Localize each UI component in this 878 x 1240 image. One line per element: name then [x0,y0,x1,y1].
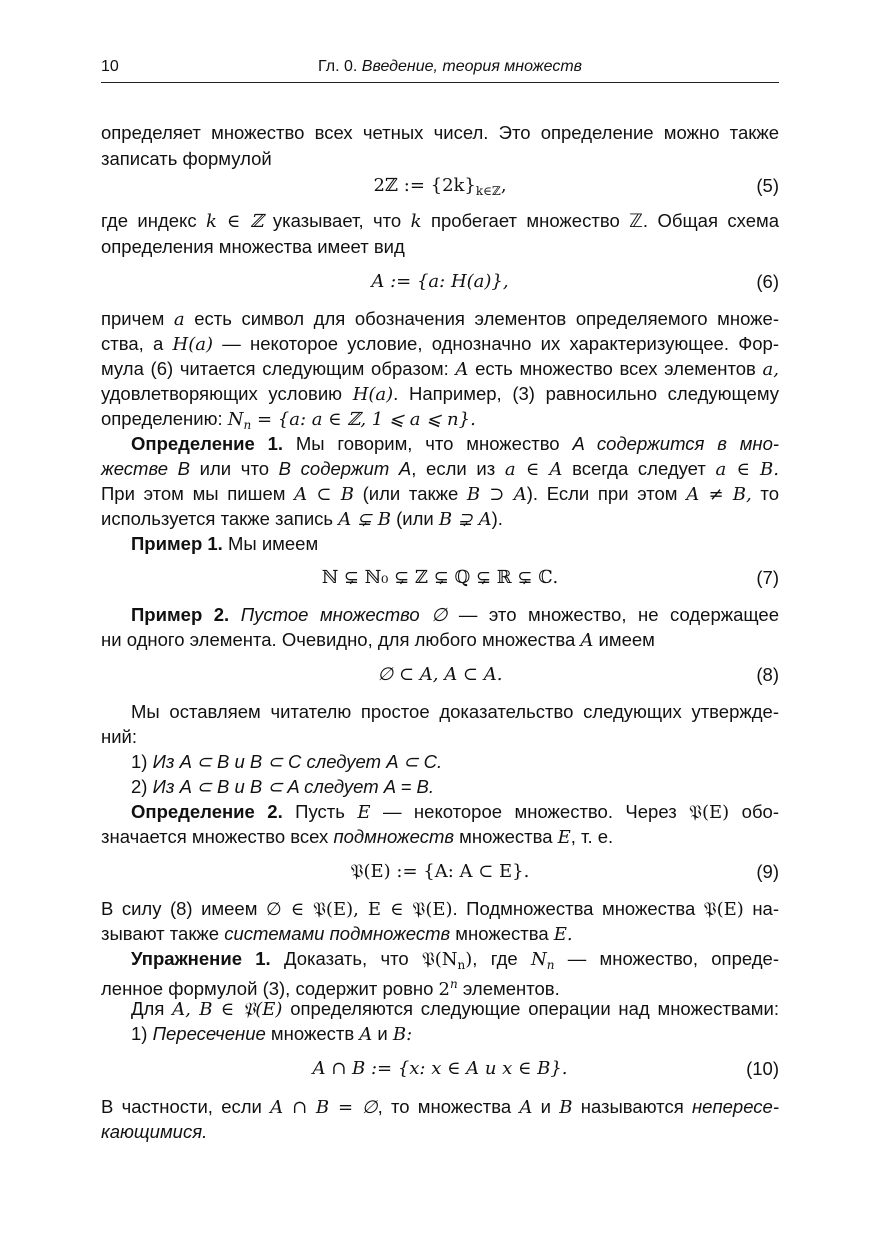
text-line: определению: $N_n = \{a$: a ∈ ℤ, 1 ⩽ a ⩽ n}. [101,408,476,432]
equation-7 [101,564,779,592]
equation-6 [101,268,779,296]
text-line: Для A, B ∈ 𝔓(E) определяются следующие операции над множествами: [131,998,779,1020]
equation-formula: ℕ ⊊ ℕ₀ ⊊ ℤ ⊊ ℚ ⊊ ℝ ⊊ ℂ. [321,567,559,588]
example-label: Пример 2. [131,604,230,625]
equation-formula: A := {a: H(a)}, [371,271,509,292]
equation-number: (9) [756,861,779,882]
text-line: удовлетворяющих условию H(a). Например, (3) равносильно следующему [101,383,780,405]
definition-2-line: Определение 2. Пусть E — некоторое множество. Через 𝔓(E) обо- [131,801,779,823]
running-header [101,54,779,83]
chapter-label: Гл. 0. [317,58,358,75]
equation-formula: A ∩ B := {x: x ∈ A и x ∈ B}. [312,1058,568,1079]
equation-formula: ∅ ⊂ A, A ⊂ A. [377,664,503,685]
equation-number: (6) [756,271,779,292]
page-number: 10 [101,58,119,75]
equation-formula: 2ℤ := $\{2k\}_{k\in ℤ}$, [373,175,507,198]
text-line: В силу (8) имеем ∅ ∈ 𝔓(E), E ∈ 𝔓(E). Подмножества множества 𝔓(E) на- [101,898,779,920]
text-line: ни одного элемента. Очевидно, для любого множества A имеем [101,629,655,651]
text-line: кающимися. [101,1121,208,1142]
equation-number: (5) [756,175,779,196]
text-line: записать формулой [101,148,272,169]
running-title [101,58,779,76]
equation-10 [101,1055,779,1083]
example-2-line: Пример 2. Пустое множество ∅ — это множество, не содержащее [131,604,779,625]
text-line: жестве B или что B содержит A, если из a ∈ A всегда следует a ∈ B. [101,458,779,480]
definition-1-line: Определение 1. Мы говорим, что множество A содержится в мно- [131,433,780,454]
statement-1: 1) Из A ⊂ B и B ⊂ C следует A ⊂ C. [131,751,443,772]
equation-8 [101,661,779,689]
equation-9 [101,858,779,886]
equation-number: (8) [756,664,779,685]
text-line: где индекс k ∈ ℤ указывает, что k пробегает множество ℤ. Общая схема [101,210,779,232]
text-line: ства, а H(a) — некоторое условие, однозначно их характеризующее. Фор- [101,333,780,355]
text-line: причем a есть символ для обозначения элементов определяемого множе- [101,308,779,330]
text-line: зывают также системами подмножеств множества E. [101,923,573,945]
text-line: ний: [101,726,138,747]
exercise-label: Упражнение 1. [131,948,271,969]
text-line: При этом мы пишем A ⊂ B (или также B ⊃ A). Если при этом A ≠ B, то [101,483,779,505]
text-line: значается множество всех подмножеств множества E, т. е. [101,826,614,848]
definition-label: Определение 2. [131,801,283,822]
text-line: В частности, если A ∩ B = ∅, то множества A и B называются непересе- [101,1096,779,1118]
example-label: Пример 1. [131,533,223,554]
text-line: ленное формулой (3), содержит ровно 2$^n$ элементов. [101,977,560,1000]
text-line: определения множества имеет вид [101,236,405,257]
equation-5 [101,172,779,200]
example-1-line: Пример 1. Мы имеем [131,533,319,554]
equation-number: (10) [746,1058,779,1079]
equation-number: (7) [756,567,779,588]
text-line: Мы оставляем читателю простое доказательство следующих утвержде- [131,701,779,722]
text-line: мула (6) читается следующим образом: A есть множество всех элементов a, [101,358,779,380]
text-line: определяет множество всех четных чисел. Это определение можно также [101,122,779,143]
exercise-1-line: Упражнение 1. Доказать, что $𝔓(N_n)$, где $N_n$ — множество, опреде- [131,948,779,972]
equation-formula: 𝔓(E) := {A: A ⊂ E}. [350,861,530,882]
statement-2: 2) Из A ⊂ B и B ⊂ A следует A = B. [131,776,435,797]
text-line: используется также запись A ⊊ B (или B ⊋ A). [101,508,503,530]
text-line: 1) Пересечение множеств A и B: [131,1023,413,1045]
chapter-title: Введение, теория множеств [361,58,583,75]
definition-label: Определение 1. [131,433,284,454]
